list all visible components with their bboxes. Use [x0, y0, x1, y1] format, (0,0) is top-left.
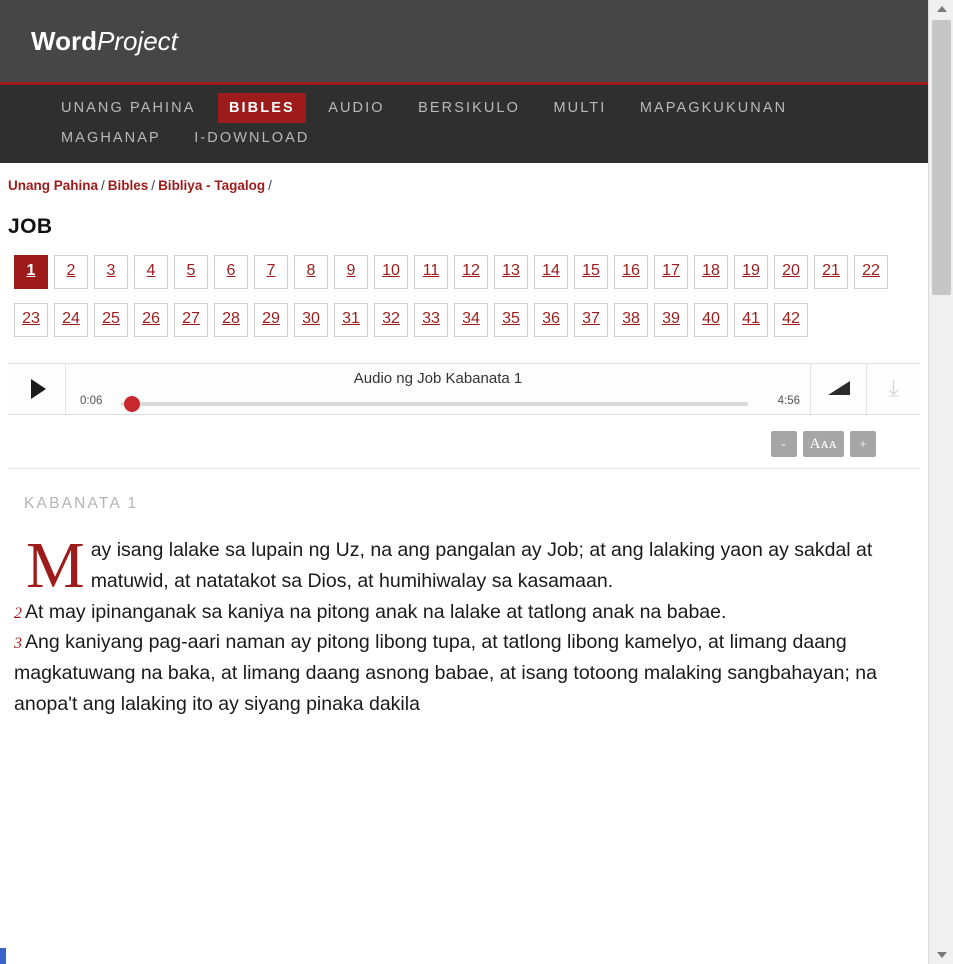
- font-reset-button[interactable]: Aᴀᴀ: [803, 431, 844, 457]
- chapter-link-18[interactable]: 18: [694, 255, 728, 289]
- chapter-link-4[interactable]: 4: [134, 255, 168, 289]
- chapter-link-33[interactable]: 33: [414, 303, 448, 337]
- audio-duration: 4:56: [777, 395, 800, 407]
- chapter-link-6[interactable]: 6: [214, 255, 248, 289]
- chapter-link-8[interactable]: 8: [294, 255, 328, 289]
- chapter-link-20[interactable]: 20: [774, 255, 808, 289]
- verse-2-number: 2: [14, 604, 22, 622]
- site-logo[interactable]: [31, 26, 928, 57]
- chapter-link-2[interactable]: 2: [54, 255, 88, 289]
- chapter-link-3[interactable]: 3: [94, 255, 128, 289]
- volume-icon: [828, 381, 850, 395]
- breadcrumb-separator-3: /: [268, 178, 272, 193]
- verse-2: [14, 597, 914, 628]
- verse-3: [14, 627, 914, 719]
- chapter-link-30[interactable]: 30: [294, 303, 328, 337]
- chapter-link-32[interactable]: 32: [374, 303, 408, 337]
- chapter-link-9[interactable]: 9: [334, 255, 368, 289]
- audio-current-time: 0:06: [80, 395, 103, 407]
- font-size-controls: [765, 431, 876, 457]
- nav-item-audio[interactable]: AUDIO: [328, 100, 385, 116]
- chapter-link-16[interactable]: 16: [614, 255, 648, 289]
- page-title: JOB: [8, 215, 53, 238]
- verse-3-text: Ang kaniyang pag-aari naman ay pitong libong tupa, at tatlong libong kamelyo, at limang daang magkatuwang na baka, at limang daang asnong babae, at isang totoong malaking sangbahayan; na anopa't ang lalaking ito ay siyang pinaka dakila: [14, 631, 877, 715]
- chapter-link-7[interactable]: 7: [254, 255, 288, 289]
- main-navigation: [0, 85, 928, 163]
- scrollbar-thumb[interactable]: [932, 20, 951, 295]
- chapter-link-34[interactable]: 34: [454, 303, 488, 337]
- chapter-link-27[interactable]: 27: [174, 303, 208, 337]
- font-increase-button[interactable]: +: [850, 431, 876, 457]
- audio-player: [8, 363, 920, 415]
- scripture-text: [14, 529, 914, 720]
- chapter-selector: [14, 255, 904, 351]
- chevron-down-icon: [937, 952, 947, 958]
- chapter-link-31[interactable]: 31: [334, 303, 368, 337]
- chapter-link-42[interactable]: 42: [774, 303, 808, 337]
- chapter-link-41[interactable]: 41: [734, 303, 768, 337]
- chapter-link-39[interactable]: 39: [654, 303, 688, 337]
- chevron-up-icon: [937, 6, 947, 12]
- nav-item-i-download[interactable]: I-DOWNLOAD: [194, 130, 310, 146]
- nav-item-bibles[interactable]: BIBLES: [218, 93, 306, 123]
- chapter-link-29[interactable]: 29: [254, 303, 288, 337]
- breadcrumb-item-bibliya-tagalog[interactable]: Bibliya - Tagalog: [158, 178, 266, 193]
- chapter-link-10[interactable]: 10: [374, 255, 408, 289]
- verse-3-number: 3: [14, 635, 22, 653]
- chapter-link-22[interactable]: 22: [854, 255, 888, 289]
- verse-dropcap: M: [26, 529, 85, 602]
- logo-project: Project: [96, 26, 178, 56]
- verse-1-text: ay isang lalake sa lupain ng Uz, na ang pangalan ay Job; at ang lalaking yaon ay sakdal at matuwid, at natatakot sa Dios, at humihiwalay sa kasamaan.: [90, 539, 873, 592]
- breadcrumb: [0, 163, 928, 193]
- window-bottom-edge: [0, 948, 928, 964]
- audio-title: Audio ng Job Kabanata 1: [353, 370, 523, 387]
- chapter-link-38[interactable]: 38: [614, 303, 648, 337]
- chapter-link-23[interactable]: 23: [14, 303, 48, 337]
- chapter-link-12[interactable]: 12: [454, 255, 488, 289]
- chapter-link-24[interactable]: 24: [54, 303, 88, 337]
- audio-seek-slider[interactable]: [121, 402, 748, 406]
- chapter-link-5[interactable]: 5: [174, 255, 208, 289]
- vertical-scrollbar[interactable]: [928, 0, 953, 964]
- font-size-toolbar: [8, 425, 920, 469]
- breadcrumb-item-unang-pahina[interactable]: Unang Pahina: [8, 178, 99, 193]
- scroll-up-button[interactable]: [929, 0, 953, 18]
- chapter-link-40[interactable]: 40: [694, 303, 728, 337]
- site-header: [0, 0, 928, 85]
- nav-item-bersikulo[interactable]: BERSIKULO: [418, 100, 520, 116]
- chapter-link-36[interactable]: 36: [534, 303, 568, 337]
- audio-progress-row: [66, 392, 810, 412]
- nav-item-multi[interactable]: MULTI: [553, 100, 607, 116]
- chapter-link-28[interactable]: 28: [214, 303, 248, 337]
- chapter-link-17[interactable]: 17: [654, 255, 688, 289]
- audio-volume-button[interactable]: [810, 364, 866, 414]
- chapter-link-15[interactable]: 15: [574, 255, 608, 289]
- chapter-link-19[interactable]: 19: [734, 255, 768, 289]
- nav-row-1: [0, 93, 928, 123]
- audio-player-main: [66, 364, 810, 414]
- nav-item-maghanap[interactable]: MAGHANAP: [61, 130, 161, 146]
- nav-row-2: [0, 123, 928, 153]
- chapter-heading: KABANATA 1: [24, 495, 139, 512]
- scroll-down-button[interactable]: [929, 946, 953, 964]
- breadcrumb-separator-1: /: [101, 178, 105, 193]
- verse-2-text: At may ipinanganak sa kaniya na pitong anak na lalake at tatlong anak na babae.: [25, 600, 727, 623]
- chapter-link-26[interactable]: 26: [134, 303, 168, 337]
- chapter-link-13[interactable]: 13: [494, 255, 528, 289]
- breadcrumb-item-bibles[interactable]: Bibles: [107, 178, 149, 193]
- chapter-link-1[interactable]: 1: [14, 255, 48, 289]
- nav-item-mapagkukunan[interactable]: MAPAGKUKUNAN: [639, 100, 788, 116]
- font-decrease-button[interactable]: -: [771, 431, 797, 457]
- audio-play-button[interactable]: [8, 364, 66, 414]
- verse-1: [14, 529, 914, 602]
- nav-item-unang-pahina[interactable]: UNANG PAHINA: [61, 100, 196, 116]
- audio-seek-handle[interactable]: [124, 396, 140, 412]
- chapter-link-11[interactable]: 11: [414, 255, 448, 289]
- download-icon: ⤓: [888, 375, 899, 402]
- chapter-link-25[interactable]: 25: [94, 303, 128, 337]
- chapter-link-21[interactable]: 21: [814, 255, 848, 289]
- chapter-link-37[interactable]: 37: [574, 303, 608, 337]
- play-icon: [31, 379, 46, 399]
- audio-download-button[interactable]: [866, 364, 920, 414]
- chapter-link-14[interactable]: 14: [534, 255, 568, 289]
- breadcrumb-separator-2: /: [151, 178, 156, 193]
- chapter-link-35[interactable]: 35: [494, 303, 528, 337]
- logo-word: Word: [31, 26, 97, 56]
